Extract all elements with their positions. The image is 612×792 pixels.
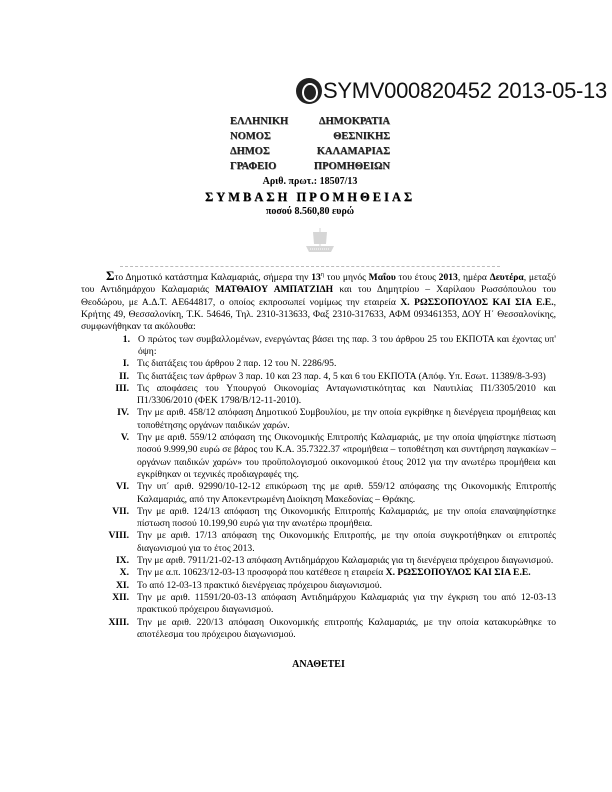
text: , Κρήτης 49, Θεσσαλονίκη, Τ.Κ. 54646, Τηλ. 2310-313633, Φαξ 2310-317633, ΑΦΜ 093461353, ΔΟΥ Η΄ Θεσσαλονίκης, συμφωνήθηκαν τα ακόλουθα: <box>81 296 556 333</box>
ship-icon <box>305 228 335 254</box>
item-text-body: Τις αποφάσεις του Υπουργού Οικονομίας Ανταγωνιστικότητας και Ναυτιλίας Π1/3305/2010 και Π1/3306/2010 (ΦΕΚ 1798/Β/12-11-2010). <box>137 382 556 407</box>
item-text-body: Τις διατάξεις του άρθρου 2 παρ. 12 του Ν. 2286/95. <box>137 358 337 370</box>
day-sup: η <box>320 272 324 278</box>
list-item <box>81 530 556 555</box>
list-item <box>81 617 556 642</box>
header-text: ΓΡΑΦΕΙΟ <box>230 161 277 172</box>
company-name: Χ. ΡΩΣΣΟΠΟΥΛΟΣ ΚΑΙ ΣΙΑ Ε.Ε. <box>385 567 531 579</box>
item-number: XIII. <box>108 616 129 628</box>
list-item <box>81 592 556 617</box>
list-item <box>81 371 556 383</box>
item-number: IX. <box>115 555 129 567</box>
item-number: VII. <box>112 505 129 517</box>
header-row-municipality <box>230 144 390 159</box>
document-title: ΣΥΜΒΑΣΗ ΠΡΟΜΗΘΕΙΑΣ <box>204 190 416 204</box>
item-text-body: Την με αριθ. 17/13 απόφαση της Οικονομικής Επιτροπής, με την οποία συγκροτήθηκαν οι επιτροπές διαγωνισμού για το έτος 2013. <box>137 530 556 554</box>
header-text: ΚΑΛΑΜΑΡΙΑΣ <box>316 146 390 157</box>
list-item <box>81 506 556 531</box>
item-text <box>137 592 556 617</box>
considerations-list <box>81 358 556 641</box>
item-number: 1. <box>122 333 130 345</box>
header-text: ΠΡΟΜΗΘΕΙΩΝ <box>313 161 390 172</box>
document-id: SYMV000820452 2013-05-13 <box>323 78 607 103</box>
text: , μεταξύ του Αντιδημάρχου Καλαμαριάς <box>81 272 556 296</box>
header-text: ΔΗΜΟΚΡΑΤΙΑ <box>318 116 390 127</box>
item-text <box>137 481 556 506</box>
protocol-number: Αριθ. πρωτ.: 18507/13 <box>262 176 358 187</box>
header-text: ΘΕΣΝΙΚΗΣ <box>333 131 390 142</box>
item-text-body: Την με αριθ. 220/13 απόφαση Οικονομικής επιτροπής Καλαμαριάς, με την οποία κατακυρώθηκε το αποτέλεσμα του πρόχειρου διαγωνισμού. <box>137 616 556 640</box>
weekday: Δευτέρα <box>489 272 524 284</box>
list-item <box>81 432 556 481</box>
header-text: ΕΛΛΗΝΙΚΗ <box>230 116 289 127</box>
item-number: V. <box>120 432 129 444</box>
item-text <box>137 530 556 555</box>
header-text: ΝΟΜΟΣ <box>230 131 271 142</box>
contract-body <box>81 269 556 671</box>
seal-icon <box>296 78 322 104</box>
item-text <box>137 383 556 408</box>
item-text-body: Την με αριθ. 124/13 απόφαση της Οικονομικής Επιτροπής Καλαμαριάς, με την οποία επαναψηφίστηκε πίστωση ποσού 10.199,90 ευρώ για την ανωτέρω προμήθεια. <box>137 505 556 530</box>
year: 2013 <box>438 272 458 284</box>
item-number: I. <box>122 358 129 370</box>
header-row-prefecture <box>230 129 390 144</box>
item-text <box>137 407 556 432</box>
list-item <box>81 383 556 408</box>
list-item <box>81 407 556 432</box>
item-number: XII. <box>112 591 129 603</box>
item-text-body: Την υπ΄ αριθ. 92990/10-12-12 επικύρωση της με αριθ. 559/12 απόφασης της Οικονομικής Επιτροπής Καλαμαριάς, από την Αποκεντρωμένη Διοίκηση Μακεδονίας – Θράκης. <box>137 481 556 505</box>
header-row-office <box>230 159 390 174</box>
item-text <box>137 617 556 642</box>
item-text-body: Το από 12-03-13 πρακτικό διενέργειας πρόχειρου διαγωνισμού. <box>137 579 382 591</box>
item-text <box>137 358 556 370</box>
text: το Δημοτικό κατάστημα Καλαμαριάς, σήμερα την <box>114 272 312 284</box>
list-item <box>81 358 556 370</box>
item-text-body: Την με α.π. 10623/12-03-13 προσφορά που κατέθεσε η εταιρεία <box>137 567 386 579</box>
contract-amount: ποσού 8.560,80 ευρώ <box>265 206 355 217</box>
item-text <box>137 506 556 531</box>
document-header <box>200 114 420 218</box>
text: του μηνός <box>323 272 369 284</box>
header-text: ΔΗΜΟΣ <box>230 146 270 157</box>
text: του έτους <box>395 272 439 284</box>
item-text <box>137 432 556 481</box>
item-number: III. <box>115 382 129 394</box>
intro-paragraph <box>81 269 556 334</box>
item-number: VI. <box>115 481 129 493</box>
list-item <box>81 481 556 506</box>
item-text <box>137 555 556 567</box>
item-text-body: Την με αριθ. 559/12 απόφαση της Οικονομικής Επιτροπής Καλαμαριάς, με την οποία ψηφίστηκε πίστωση ποσού 9.999,90 ευρώ σε βάρος του Κ.Α. 35.7322.37 «προμήθεια – τοποθέτηση και συντήρηση παγκακίων – οργάνων παιδικών χαρών» του προϋπολογισμού οικονομικού έτους 2012 για την ανωτέρω προμήθεια και εγκρίθηκαν οι τεχνικές προδιαγραφές της. <box>137 432 556 480</box>
month: Μαΐου <box>368 272 396 284</box>
item-text-body: Την με αριθ. 11591/20-03-13 απόφαση Αντιδημάρχου Καλαμαριάς για την έγκριση του από 12-03-13 πρακτικού πρόχειρου διαγωνισμού. <box>137 591 556 616</box>
item-text: Ο πρώτος των συμβαλλομένων, ενεργώντας βάσει της παρ. 3 του άρθρου 25 του ΕΚΠΟΤΑ και έχοντας υπ' όψη: <box>138 333 556 357</box>
list-item <box>81 334 556 359</box>
item-text <box>137 567 556 579</box>
header-row-republic <box>230 114 390 129</box>
item-number: IV. <box>117 407 129 419</box>
document-stamp <box>296 76 607 106</box>
text: , ημέρα <box>457 272 490 284</box>
item-number: II. <box>119 370 129 382</box>
list-item <box>81 555 556 567</box>
item-number: X. <box>119 567 129 579</box>
company-name: Χ. ΡΩΣΣΟΠΟΥΛΟΣ ΚΑΙ ΣΙΑ Ε.Ε. <box>400 296 554 308</box>
item-text-body: Τις διατάξεις των άρθρων 3 παρ. 10 και 23 παρ. 4, 5 και 6 του ΕΚΠΟΤΑ (Απόφ. Υπ. Εσωτ. 11389/8-3-93) <box>137 370 546 382</box>
item-number: VIII. <box>108 530 129 542</box>
item-text <box>137 371 556 383</box>
list-item <box>81 567 556 579</box>
item-text-body: Την με αριθ. 7911/21-02-13 απόφαση Αντιδημάρχου Καλαμαριάς για τη διενέργεια πρόχειρου διαγωνισμού. <box>137 555 554 567</box>
list-item <box>81 580 556 592</box>
item-text <box>137 580 556 592</box>
drop-cap: Σ <box>106 268 115 284</box>
text: και του Δημητρίου – Χαρίλαου Ρωσσόπουλου του Θεοδώρου, με Α.Δ.Τ. ΑΕ644817, ο οποίος εκπροσωπεί νομίμως την εταιρεία <box>81 284 556 308</box>
conclusion-heading: ΑΝΑΘΕΤΕΙ <box>292 659 345 671</box>
item-text-body: Την με αριθ. 458/12 απόφαση Δημοτικού Συμβουλίου, με την οποία εγκρίθηκε η διενέργεια προμήθειας και τοποθέτησης οργάνων παιδικών χαρών. <box>137 407 556 431</box>
item-number: XI. <box>115 579 129 591</box>
deputy-name: ΜΑΤΘΑΙΟΥ ΑΜΠΑΤΖΙΔΗ <box>215 284 334 296</box>
divider-line <box>120 266 500 267</box>
day: 13 <box>311 272 321 284</box>
